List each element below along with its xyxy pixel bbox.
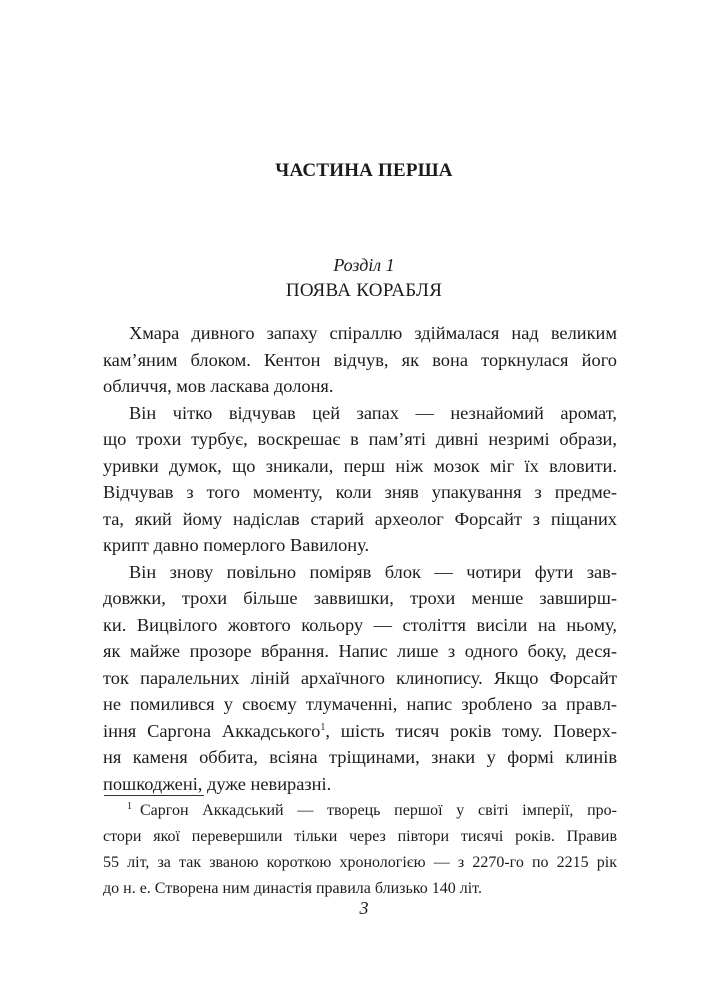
- text-line: кам’яним блоком. Кентон відчув, як вона торкнулася його: [103, 349, 617, 370]
- text-line: ки. Вицвілого жовтого кольору — століття висіли на ньому,: [103, 614, 617, 635]
- footnote-separator: [104, 795, 204, 796]
- text-line: Хмара дивного запаху спіраллю здіймалася над великим: [129, 323, 617, 343]
- footnote-line: до н. е. Створена ним династія правила близько 140 літ.: [103, 880, 482, 897]
- text-line: та, який йому надіслав старий археолог Форсайт з піщаних: [103, 508, 617, 529]
- chapter-body: [103, 320, 617, 797]
- footnote-reference[interactable]: 1: [320, 721, 326, 733]
- text-line: обличчя, мов ласкава долоня.: [103, 376, 334, 396]
- part-title: ЧАСТИНА ПЕРША: [275, 160, 453, 181]
- paragraph: [103, 559, 617, 798]
- paragraph: [103, 320, 617, 400]
- text-line: уривки думок, що зникали, перш ніж мозок міг їх вловити.: [103, 455, 617, 476]
- chapter-title: ПОЯВА КОРАБЛЯ: [285, 280, 443, 301]
- text-segment: Саргон Аккадський — творець першої у світі імперії, про-: [140, 802, 617, 819]
- chapter-label: Розділ 1: [333, 255, 395, 275]
- footnote-line: [103, 798, 617, 824]
- text-segment: , шість тисяч років тому. Поверх-: [325, 720, 617, 741]
- text-line: що трохи турбує, воскрешає в пам’яті дивні незримі образи,: [103, 429, 617, 449]
- text-line: Він знову повільно поміряв блок — чотири фути зав-: [129, 561, 617, 582]
- paragraph: [103, 400, 617, 559]
- text-line: не помилився у своєму тлумаченні, напис зроблено за правл-: [103, 694, 617, 714]
- footnote-marker: 1: [127, 801, 132, 812]
- text-line: ня каменя оббита, всіяна тріщинами, знаки у формі клинів: [103, 747, 617, 767]
- text-line: пошкоджені, дуже невиразні.: [103, 773, 332, 794]
- text-line: як майже прозоре вбрання. Напис лише з одного боку, деся-: [103, 641, 617, 661]
- footnote-line: стори якої перевершили тільки через півтори тисячі років. Правив: [103, 828, 617, 845]
- text-line: довжки, трохи більше заввишки, трохи менше завширш-: [103, 588, 617, 608]
- text-line: Він чітко відчував цей запах — незнайомий аромат,: [129, 402, 617, 423]
- text-line-with-footnote-ref: [103, 718, 617, 745]
- text-segment: іння Саргона Аккадського: [103, 720, 321, 741]
- footnote-line: 55 літ, за так званою короткою хронологією — з 2270-го по 2215 рік: [103, 854, 617, 871]
- text-line: ток паралельних ліній архаїчного клинопису. Якщо Форсайт: [103, 667, 617, 688]
- footnote: [103, 798, 617, 902]
- text-line: крипт давно померлого Вавилону.: [103, 535, 370, 555]
- text-line: Відчував з того моменту, коли зняв упакування з предме-: [103, 482, 617, 502]
- page-number: 3: [359, 898, 369, 918]
